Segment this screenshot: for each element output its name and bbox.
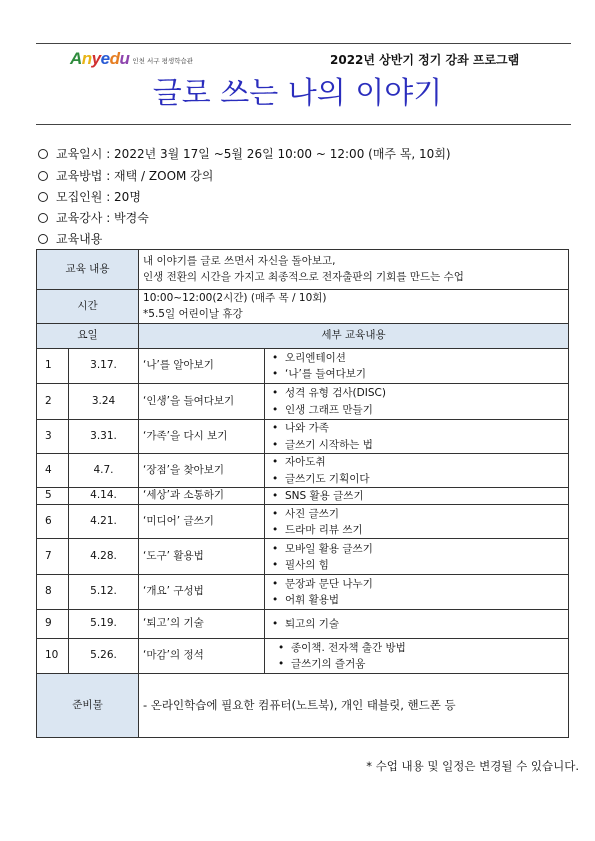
detail-item: • 오리엔테이션 [269,350,564,366]
info-value: 20명 [114,190,141,204]
session-date: 4.28. [69,539,139,575]
logo-letter: u [119,49,130,68]
circle-bullet-icon [38,213,48,223]
time-line: 10:00~12:00(2시간) (매주 목 / 10회) [143,291,327,304]
session-details [265,610,569,639]
content-text [139,250,569,290]
info-value: 2022년 3월 17일 ~5월 26일 10:00 ~ 12:00 (매주 목, 10회) [114,147,451,161]
detail-item: • SNS 활용 글쓰기 [269,488,564,504]
time-label: 시간 [37,290,139,324]
session-number: 2 [37,384,69,420]
session-topic: ‘가족’을 다시 보기 [139,420,265,454]
content-label: 교육 내용 [37,250,139,290]
session-topic: ‘퇴고’의 기술 [139,610,265,639]
logo [70,50,193,67]
session-details [265,539,569,575]
session-details [265,420,569,454]
time-text [139,290,569,324]
day-header: 요일 [37,324,139,349]
detail-item: • 문장과 문단 나누기 [269,576,564,592]
title-rule [36,124,571,125]
circle-bullet-icon [38,171,48,181]
session-topic: ‘인생’을 들여다보기 [139,384,265,420]
session-details [265,488,569,505]
info-value: 재택 / ZOOM 강의 [114,169,214,183]
table-row [37,420,569,454]
session-number: 9 [37,610,69,639]
curriculum-table [36,249,569,738]
schedule-note: * 수업 내용 및 일정은 변경될 수 있습니다. [366,759,579,773]
info-value: 박경숙 [114,211,149,225]
session-topic: ‘장점’을 찾아보기 [139,454,265,488]
session-details [265,349,569,384]
session-topic: ‘세상’과 소통하기 [139,488,265,505]
info-label: 교육일시 [56,147,103,161]
table-row [37,639,569,674]
session-topic: ‘나’를 알아보기 [139,349,265,384]
logo-subtext: 인천 서구 평생학습관 [132,57,194,65]
info-schedule: 교육일시 : 2022년 3월 17일 ~5월 26일 10:00 ~ 12:00 (매주 목, 10회) [38,145,451,162]
program-subtitle: 2022년 상반기 정기 강좌 프로그램 [330,53,520,67]
detail-item: • 글쓰기도 기획이다 [269,471,564,487]
session-date: 3.31. [69,420,139,454]
session-details [265,384,569,420]
table-row [37,384,569,420]
prep-row [37,674,569,738]
detail-item: • 자아도취 [269,454,564,470]
table-row [37,488,569,505]
session-date: 4.7. [69,454,139,488]
detail-item: • 글쓰기의 즐거움 [275,656,564,672]
prep-text: - 온라인학습에 필요한 컴퓨터(노트북), 개인 태블릿, 핸드폰 등 [139,674,569,738]
session-date: 5.26. [69,639,139,674]
info-capacity: 모집인원 : 20명 [38,188,141,205]
session-number: 10 [37,639,69,674]
detail-item: • 글쓰기 시작하는 법 [269,437,564,453]
circle-bullet-icon [38,192,48,202]
session-topic: ‘개요’ 구성법 [139,575,265,610]
session-date: 3.17. [69,349,139,384]
info-label: 모집인원 [56,190,103,204]
time-row [37,290,569,324]
logo-mark [70,50,129,67]
circle-bullet-icon [38,149,48,159]
session-details [265,639,569,674]
detail-item: • 성격 유형 검사(DISC) [269,385,564,401]
table-header-row [37,324,569,349]
time-line: *5.5일 어린이날 휴강 [143,307,243,320]
session-topic: ‘마감’의 정석 [139,639,265,674]
top-rule [36,43,571,44]
session-details [265,454,569,488]
detail-header: 세부 교육내용 [139,324,569,349]
info-content [38,230,102,247]
session-number: 3 [37,420,69,454]
detail-item: • 나와 가족 [269,420,564,436]
detail-item: • 어휘 활용법 [269,592,564,608]
session-number: 4 [37,454,69,488]
prep-label: 준비물 [37,674,139,738]
detail-item: • 인생 그래프 만들기 [269,402,564,418]
detail-item: • 퇴고의 기술 [269,616,564,632]
content-line: 내 이야기를 글로 쓰면서 자신을 돌아보고, [143,254,336,267]
session-date: 4.21. [69,505,139,539]
session-number: 8 [37,575,69,610]
session-number: 7 [37,539,69,575]
logo-letter: y [91,49,101,68]
table-row [37,454,569,488]
table-row [37,539,569,575]
table-row [37,610,569,639]
detail-item: • ‘나’를 들여다보기 [269,366,564,382]
info-method: 교육방법 : 재택 / ZOOM 강의 [38,167,213,184]
table-row [37,575,569,610]
circle-bullet-icon [38,234,48,244]
page-title: 글로 쓰는 나의 이야기 [152,76,443,111]
logo-letter: A [70,49,82,68]
info-instructor: 교육강사 : 박경숙 [38,209,149,226]
session-details [265,575,569,610]
session-number: 1 [37,349,69,384]
session-number: 5 [37,488,69,505]
detail-item: • 모바일 활용 글쓰기 [269,541,564,557]
session-topic: ‘미디어’ 글쓰기 [139,505,265,539]
session-date: 5.12. [69,575,139,610]
detail-item: • 종이책. 전자책 출간 방법 [275,640,564,656]
info-label: 교육방법 [56,169,103,183]
logo-letter: d [109,49,120,68]
content-line: 인생 전환의 시간을 가지고 최종적으로 전자출판의 기회를 만드는 수업 [143,270,464,283]
table-row [37,505,569,539]
detail-item: • 사진 글쓰기 [269,506,564,522]
info-label: 교육내용 [56,232,103,246]
logo-letter: e [100,49,110,68]
session-date: 3.24 [69,384,139,420]
detail-item: • 드라마 리뷰 쓰기 [269,522,564,538]
session-date: 5.19. [69,610,139,639]
session-number: 6 [37,505,69,539]
content-row [37,250,569,290]
info-label: 교육강사 [56,211,103,225]
session-details [265,505,569,539]
session-topic: ‘도구’ 활용법 [139,539,265,575]
detail-item: • 필사의 힘 [269,557,564,573]
session-date: 4.14. [69,488,139,505]
logo-letter: n [81,49,92,68]
table-row [37,349,569,384]
